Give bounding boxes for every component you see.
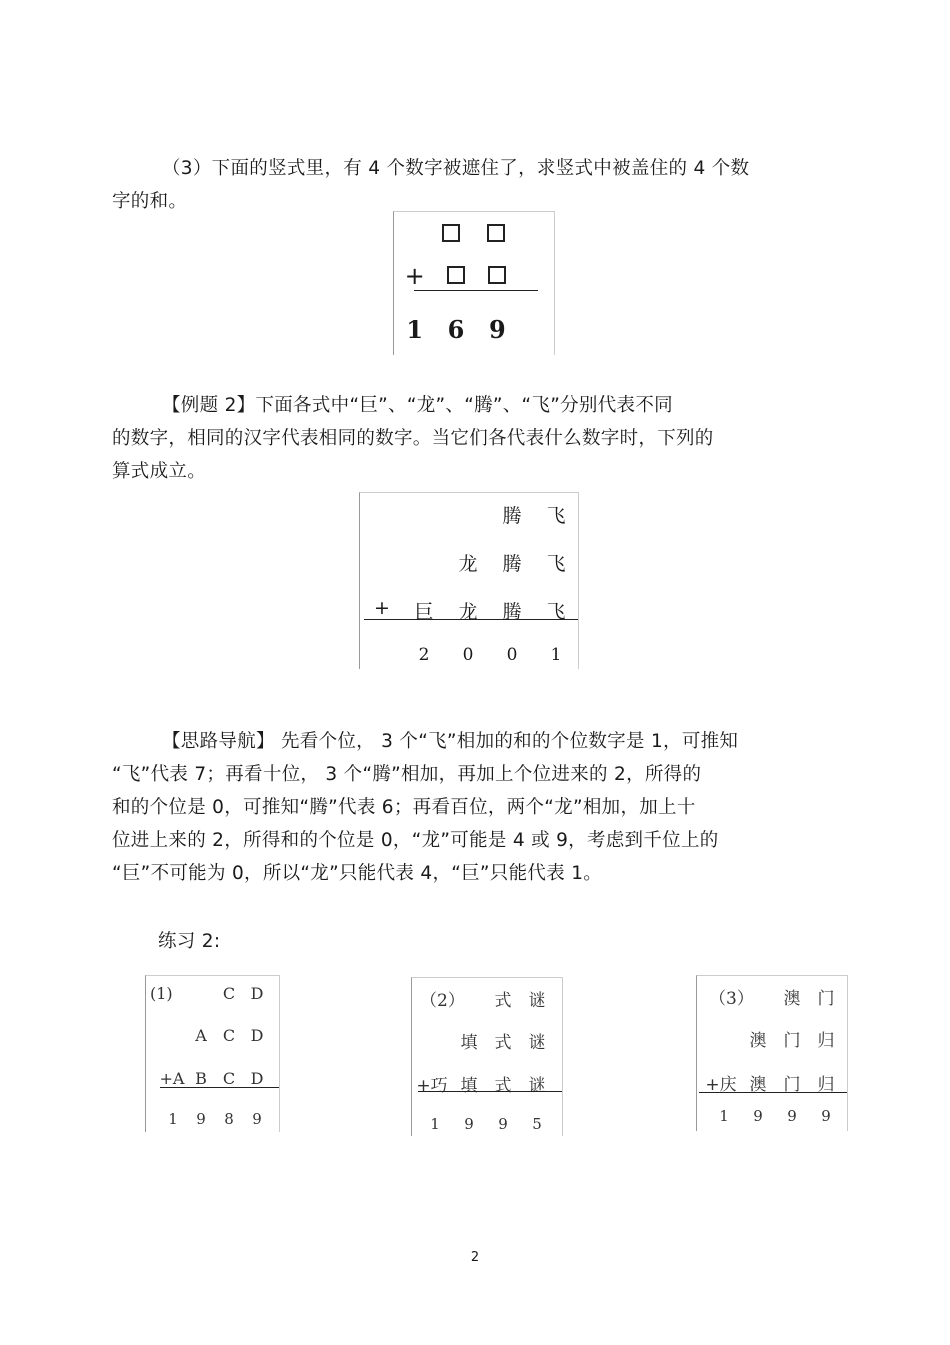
result-digit: 1 — [430, 1115, 440, 1133]
sum-line — [418, 1091, 562, 1092]
char-cell: 归 — [817, 1075, 835, 1095]
practice2-label: （2） — [420, 991, 465, 1011]
result-digit: 1 — [168, 1110, 178, 1128]
example2-line3: 算式成立。 — [112, 461, 207, 482]
plus-sign: + — [374, 597, 390, 619]
page-number: 2 — [470, 1250, 480, 1265]
hint-line4: 位进上来的 2，所得和的个位是 0，“龙”可能是 4 或 9，考虑到千位上的 — [112, 830, 719, 851]
char-cell: 澳 — [783, 989, 801, 1009]
result-digit: 6 — [447, 315, 465, 344]
result-digit: 1 — [406, 315, 424, 344]
problem3-line1: （3）下面的竖式里，有 4 个数字被遮住了，求竖式中被盖住的 4 个数 — [162, 158, 750, 179]
problem3-line2: 字的和。 — [112, 191, 188, 212]
plus-sign: + — [404, 262, 425, 290]
letter-cell: D — [250, 984, 264, 1003]
sum-line — [414, 290, 538, 291]
char-cell: 式 — [494, 991, 512, 1011]
char-cell: 式 — [494, 1033, 512, 1053]
char-cell: 谜 — [528, 1076, 546, 1096]
result-digit: 0 — [462, 645, 474, 665]
char-fei: 飞 — [546, 601, 566, 623]
practice1-figure — [145, 975, 280, 1132]
char-cell: +巧 — [416, 1076, 448, 1096]
char-cell: 归 — [817, 1031, 835, 1051]
char-long: 龙 — [458, 601, 478, 623]
covered-digit-box — [442, 224, 460, 242]
practice2-figure — [411, 977, 563, 1136]
example2-text — [112, 389, 842, 488]
result-digit: 1 — [550, 645, 562, 665]
letter-cell: C — [222, 984, 236, 1003]
letter-cell: B — [195, 1069, 207, 1088]
char-fei: 飞 — [546, 505, 566, 527]
char-fei: 飞 — [546, 553, 566, 575]
char-cell: 谜 — [528, 1033, 546, 1053]
result-digit: 9 — [821, 1107, 831, 1125]
result-digit: 0 — [506, 645, 518, 665]
hint-line3: 和的个位是 0，可推知“腾”代表 6；再看百位，两个“龙”相加，加上十 — [112, 797, 696, 818]
char-teng: 腾 — [502, 553, 522, 575]
result-digit: 9 — [498, 1115, 508, 1133]
hint-line1: 【思路导航】 先看个位， 3 个“飞”相加的和的个位数字是 1，可推知 — [162, 731, 739, 752]
example2-line1: 【例题 2】下面各式中“巨”、“龙”、“腾”、“飞”分别代表不同 — [162, 395, 673, 416]
hint-text — [112, 725, 842, 890]
result-digit: 8 — [224, 1110, 234, 1128]
char-cell: 澳 — [749, 1075, 767, 1095]
covered-digit-box — [488, 266, 506, 284]
problem3-text — [112, 152, 842, 218]
result-digit: 9 — [196, 1110, 206, 1128]
result-digit: 2 — [418, 645, 430, 665]
sum-line — [160, 1087, 279, 1088]
char-cell: +庆 — [705, 1075, 737, 1095]
letter-cell: +A — [159, 1069, 185, 1088]
example2-line2: 的数字，相同的汉字代表相同的数字。当它们各代表什么数字时，下列的 — [112, 428, 714, 449]
problem3-figure — [393, 211, 555, 355]
char-cell: 门 — [783, 1031, 801, 1051]
covered-digit-box — [447, 266, 465, 284]
example2-figure — [359, 492, 579, 669]
letter-cell: C — [222, 1069, 236, 1088]
hint-line5: “巨”不可能为 0，所以“龙”只能代表 4，“巨”只能代表 1。 — [112, 863, 603, 884]
char-teng: 腾 — [502, 601, 522, 623]
practice-title: 练习 2: — [158, 931, 221, 952]
char-teng: 腾 — [502, 505, 522, 527]
char-cell: 填 — [460, 1076, 478, 1096]
char-cell: 门 — [817, 989, 835, 1009]
practice3-label: （3） — [709, 989, 754, 1009]
result-digit: 1 — [719, 1107, 729, 1125]
char-cell: 式 — [494, 1076, 512, 1096]
letter-cell: D — [250, 1069, 264, 1088]
char-cell: 澳 — [749, 1031, 767, 1051]
result-digit: 9 — [753, 1107, 763, 1125]
result-digit: 9 — [787, 1107, 797, 1125]
result-digit: 9 — [252, 1110, 262, 1128]
char-cell: 填 — [460, 1033, 478, 1053]
hint-line2: “飞”代表 7；再看十位， 3 个“腾”相加，再加上个位进来的 2，所得的 — [112, 764, 702, 785]
result-digit: 9 — [464, 1115, 474, 1133]
char-cell: 门 — [783, 1075, 801, 1095]
practice3-figure — [696, 975, 848, 1131]
result-digit: 5 — [532, 1115, 542, 1133]
char-ju: 巨 — [414, 601, 434, 623]
result-digit: 9 — [488, 315, 506, 344]
letter-cell: D — [250, 1026, 264, 1045]
sum-line — [364, 619, 578, 620]
covered-digit-box — [487, 224, 505, 242]
practice1-label: (1) — [150, 984, 173, 1003]
char-long: 龙 — [458, 553, 478, 575]
char-cell: 谜 — [528, 991, 546, 1011]
letter-cell: A — [195, 1026, 207, 1045]
letter-cell: C — [222, 1026, 236, 1045]
sum-line — [699, 1092, 847, 1093]
